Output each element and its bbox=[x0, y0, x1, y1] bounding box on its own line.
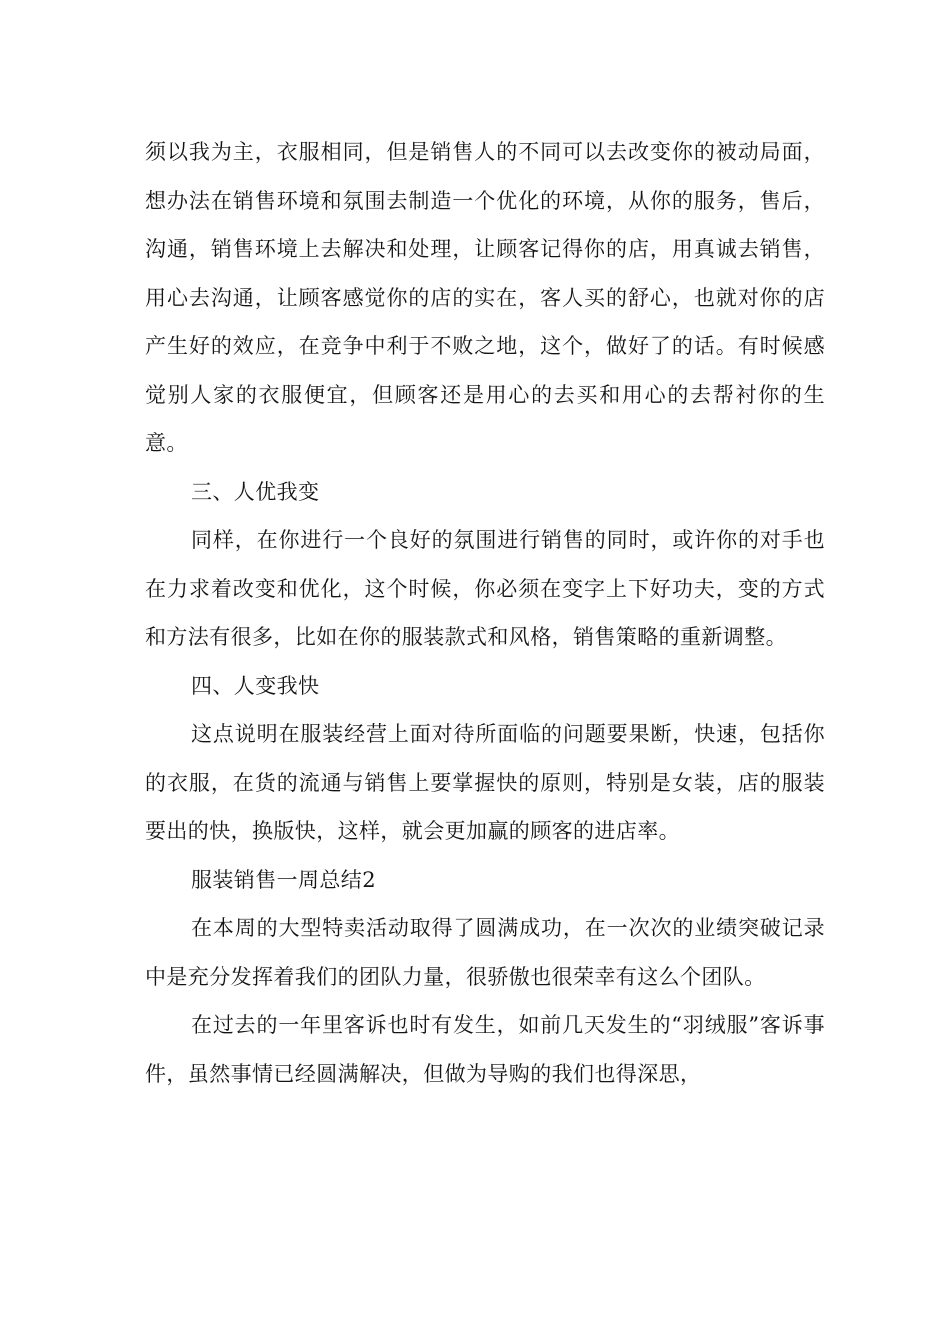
section-heading-3: 三、人优我变 bbox=[191, 479, 320, 504]
section-heading-4: 四、人变我快 bbox=[191, 673, 320, 698]
paragraph-continued: 须以我为主，衣服相同，但是销售人的不同可以去改变你的被动局面，想办法在销售环境和氛围去制造一个优化的环境，从你的服务，售后，沟通，销售环境上去解决和处理，让顾客记得你的店，用真诚去销售，用心去沟通，让顾客感觉你的店的实在，客人买的舒心，也就对你的店产生好的效应，在竞争中利于不败之地，这个，做好了的话。有时候感觉别人家的衣服便宜，但顾客还是用心的去买和用心的去帮衬你的生意。 bbox=[145, 140, 825, 455]
paragraph: 同样，在你进行一个良好的氛围进行销售的同时，或许你的对手也在力求着改变和优化，这个时候，你必须在变字上下好功夫，变的方式和方法有很多，比如在你的服装款式和风格，销售策略的重新调整。 bbox=[145, 528, 825, 649]
paragraph: 在过去的一年里客诉也时有发生，如前几天发生的“羽绒服”客诉事件，虽然事情已经圆满解决，但做为导购的我们也得深思， bbox=[145, 1013, 825, 1086]
paragraph: 这点说明在服装经营上面对待所面临的问题要果断，快速，包括你的衣服，在货的流通与销售上要掌握快的原则，特别是女装，店的服装要出的快，换版快，这样，就会更加赢的顾客的进店率。 bbox=[145, 722, 825, 843]
article-title: 服装销售一周总结2 bbox=[191, 867, 376, 892]
paragraph: 在本周的大型特卖活动取得了圆满成功，在一次次的业绩突破记录中是充分发挥着我们的团队力量，很骄傲也很荣幸有这么个团队。 bbox=[145, 916, 825, 989]
document-body bbox=[145, 128, 825, 1098]
